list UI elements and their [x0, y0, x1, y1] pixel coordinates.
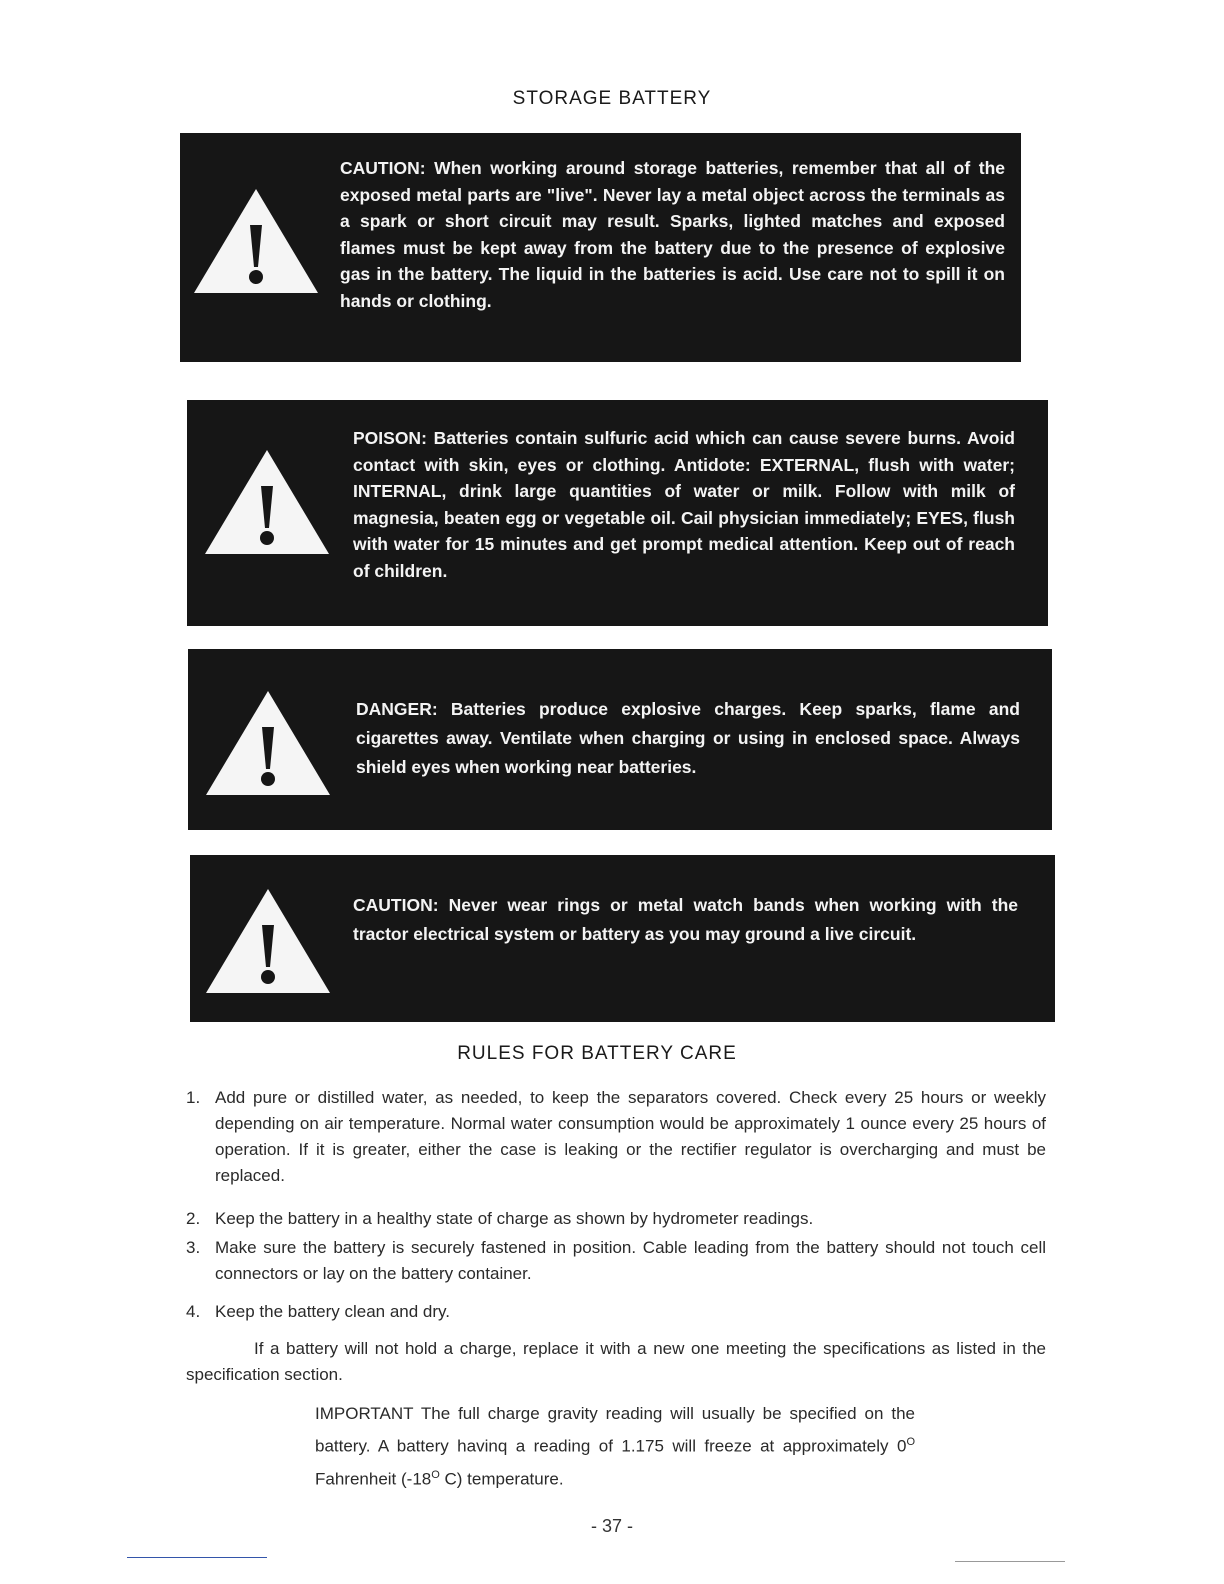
rule-item [186, 1299, 1046, 1327]
important-note [315, 1400, 915, 1493]
danger-text: DANGER: Batteries produce explosive charges. Keep sparks, flame and cigarettes away. Ventilate when charging or using in enclosed space. Always shield eyes when working near batteries. [356, 699, 1020, 777]
degree-symbol: O [431, 1468, 440, 1481]
caution-text-2: CAUTION: Never wear rings or metal watch bands when working with the tractor electrical system or battery as you may ground a live circuit. [353, 895, 1018, 944]
important-text: IMPORTANT The full charge gravity reading will usually be specified on the battery. A battery havinq a reading of 1.175 will freeze at approximately 0 [315, 1404, 915, 1456]
rule-number: 3. [186, 1238, 201, 1257]
rule-text: Keep the battery in a healthy state of charge as shown by hydrometer readings. [215, 1209, 814, 1228]
warning-triangle-icon [202, 885, 334, 997]
important-text: Fahrenheit (-18 [315, 1469, 432, 1489]
warning-triangle-icon [202, 687, 334, 799]
rules-heading: RULES FOR BATTERY CARE [457, 1043, 737, 1064]
rule-text: Make sure the battery is securely fastened in position. Cable leading from the battery should not touch cell connectors or lay on the battery container. [215, 1238, 1046, 1283]
page-title: STORAGE BATTERY [512, 88, 712, 109]
rule-item [186, 1235, 1046, 1291]
rule-number: 4. [186, 1302, 201, 1321]
caution-box-2 [190, 855, 1055, 1022]
poison-text: POISON: Batteries contain sulfuric acid which can cause severe burns. Avoid contact with skin, eyes or clothing. Antidote: EXTERNAL, flush with water; INTERNAL, drink large quantities of water or milk. Follow with milk of magnesia, beaten egg or vegetable oil. Cail physician immediately; EYES, flush with water for 15 minutes and get prompt medical attention. Keep out of reach of children. [353, 428, 1015, 581]
footer-rule [127, 1557, 267, 1558]
warning-triangle-icon [201, 446, 333, 558]
poison-box [187, 400, 1048, 626]
danger-box [188, 649, 1052, 830]
page-number: - 37 - [590, 1516, 633, 1536]
rule-item [186, 1206, 1046, 1234]
rule-item [186, 1085, 1046, 1195]
important-text: C) temperature. [439, 1469, 564, 1489]
warning-triangle-icon [190, 185, 322, 297]
rule-text: Keep the battery clean and dry. [215, 1302, 451, 1321]
caution-box-1 [180, 133, 1021, 362]
rule-text: Add pure or distilled water, as needed, to keep the separators covered. Check every 25 hours or weekly depending on air temperature. Normal water consumption would be approximately 1 ounce every 25 hours of operation. If it is greater, either the case is leaking or the rectifier regulator is overcharging and must be replaced. [215, 1088, 1046, 1185]
footer-rule [955, 1561, 1065, 1562]
rule-number: 1. [186, 1088, 201, 1107]
replace-paragraph: If a battery will not hold a charge, replace it with a new one meeting the specifications as listed in the specification section. [186, 1339, 1046, 1384]
caution-text-1: CAUTION: When working around storage batteries, remember that all of the exposed metal parts are "live". Never lay a metal object across the terminals as a spark or short circuit may result. Sparks, lighted matches and exposed flames must be kept away from the battery due to the presence of explosive gas in the battery. The liquid in the batteries is acid. Use care not to spill it on hands or clothing. [340, 158, 1005, 311]
rule-number: 2. [186, 1209, 201, 1228]
degree-symbol: O [906, 1436, 915, 1448]
